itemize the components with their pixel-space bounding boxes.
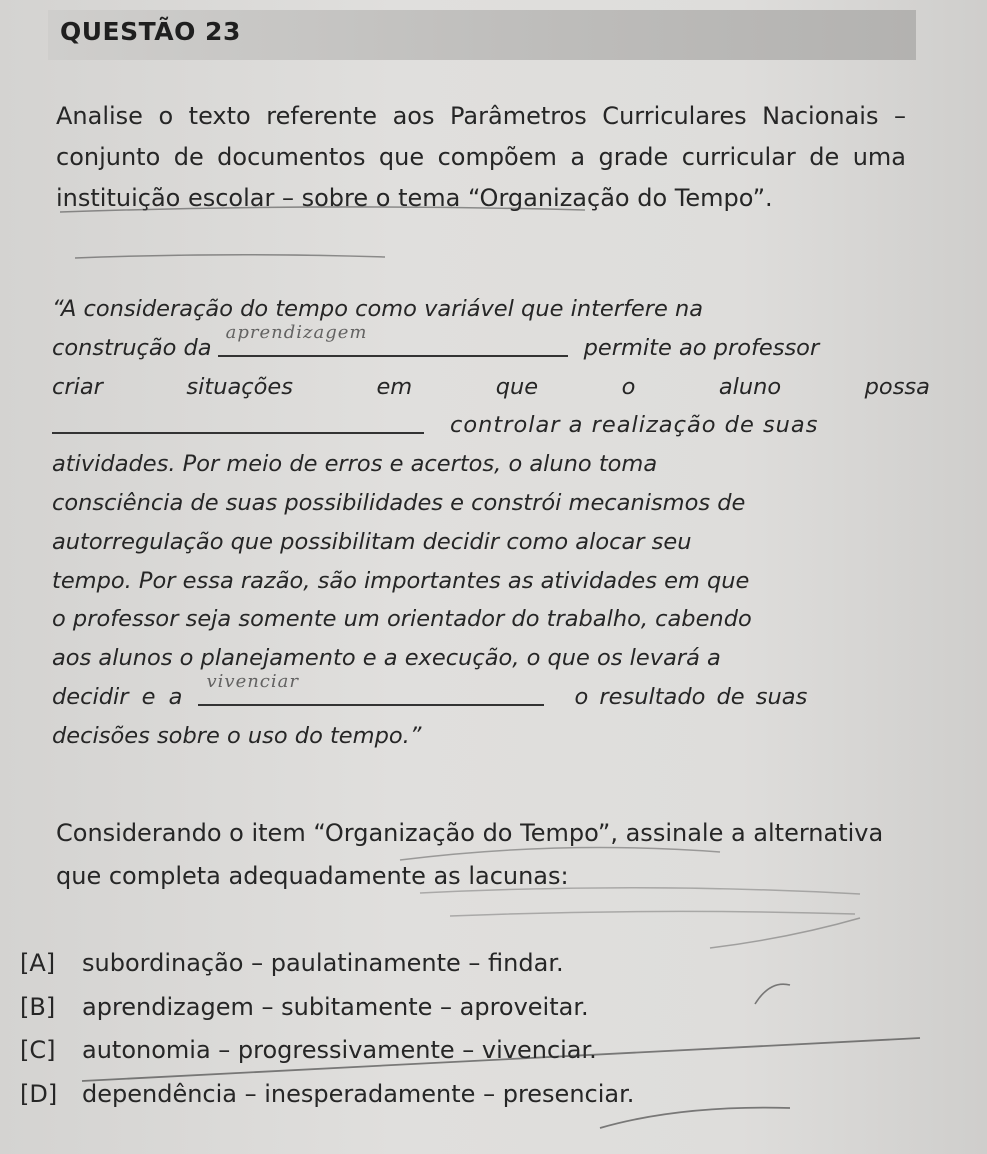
question-prompt xyxy=(56,812,936,898)
quote-line-7: autorregulação que possibilitam decidir como alocar seu xyxy=(52,528,692,555)
option-a-text: subordinação – paulatinamente – findar. xyxy=(82,949,564,977)
quote-line-9: o professor seja somente um orientador do trabalho, cabendo xyxy=(52,606,752,633)
answer-options xyxy=(20,942,920,1116)
option-d-letter: [D] xyxy=(20,1079,58,1108)
quote-line-2: construção da aprendizagem permite ao professor xyxy=(52,329,932,368)
quote-line-8: tempo. Por essa razão, são importantes as atividades em que xyxy=(52,567,750,594)
quote-line-12: decisões sobre o uso do tempo.” xyxy=(52,722,422,749)
option-b-text: aprendizagem – subitamente – aproveitar. xyxy=(82,992,589,1021)
quoted-text xyxy=(52,290,932,756)
intro-text: Analise o texto referente aos Parâmetros Curriculares Nacionais – conjunto de documentos que compõem a grade curricular de uma instituição escolar – sobre o tema “Organização do Tempo”. xyxy=(56,102,906,212)
option-c-letter: [C] xyxy=(20,1036,56,1064)
option-a[interactable] xyxy=(20,942,920,986)
handwritten-answer-1: aprendizagem xyxy=(225,322,368,343)
blank-3 xyxy=(198,671,544,706)
intro-paragraph xyxy=(56,96,906,219)
option-b-letter: [B] xyxy=(20,992,56,1021)
option-c[interactable] xyxy=(20,1029,920,1073)
quote-line-5: atividades. Por meio de erros e acertos, o aluno toma xyxy=(52,451,658,478)
quote-line-11: decidir e a vivenciar o resultado de suas xyxy=(52,678,932,717)
quote-line-10: aos alunos o planejamento e a execução, o que os levará a xyxy=(52,645,721,672)
option-d[interactable] xyxy=(20,1073,920,1117)
blank-1 xyxy=(218,322,568,357)
quote-line-3: criar situações em que o aluno possa xyxy=(52,373,930,400)
quote-line-1: “A consideração do tempo como variável que interfere na xyxy=(52,296,704,322)
option-d-text: dependência – inesperadamente – presenciar. xyxy=(82,1079,635,1108)
question-title: QUESTÃO 23 xyxy=(60,17,241,46)
blank-2 xyxy=(52,406,424,434)
handwritten-answer-3: vivenciar xyxy=(206,671,299,693)
option-b[interactable] xyxy=(20,986,920,1030)
option-c-text: autonomia – progressivamente – vivenciar. xyxy=(82,1036,597,1064)
quote-line-4: controlar a realização de suas xyxy=(52,406,932,445)
prompt-text: Considerando o item “Organização do Tempo”, assinale a alternativa que completa adequadamente as lacunas: xyxy=(56,819,884,890)
quote-line-6: consciência de suas possibilidades e constrói mecanismos de xyxy=(52,489,746,516)
option-a-letter: [A] xyxy=(20,949,56,977)
